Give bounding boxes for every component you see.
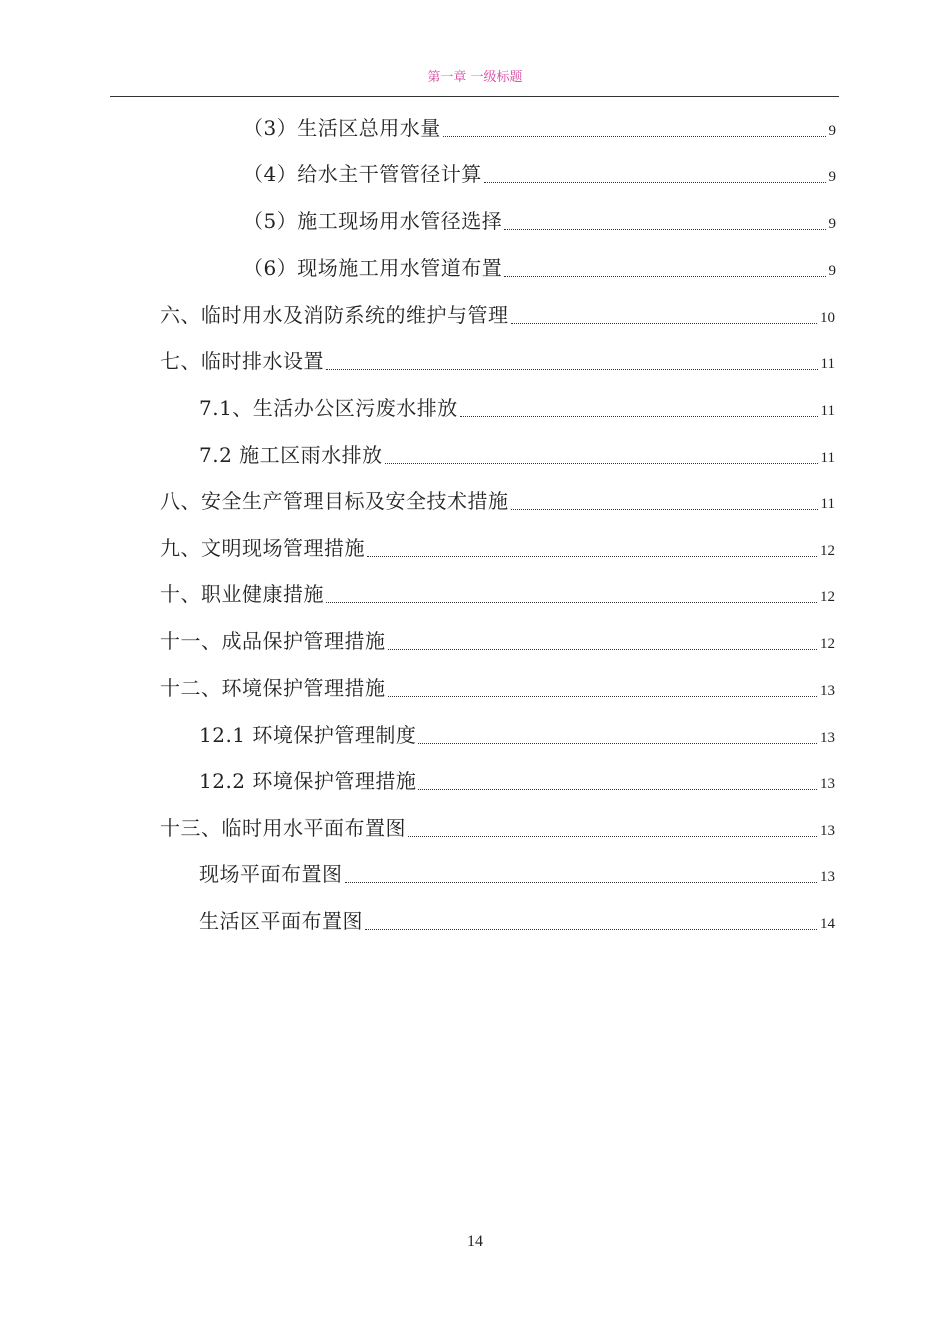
toc-entry[interactable] (199, 901, 835, 941)
dot-leader (326, 602, 817, 603)
toc-entry-page: 11 (820, 356, 835, 372)
toc-entry[interactable] (160, 808, 835, 848)
toc-entry[interactable] (243, 108, 836, 148)
toc-entry-label: 7.2 施工区雨水排放 (199, 443, 383, 467)
dot-leader (484, 182, 826, 183)
toc-entry-page: 9 (828, 123, 836, 139)
toc-entry-label: 7.1、生活办公区污废水排放 (199, 396, 458, 420)
toc-entry-page: 11 (820, 496, 835, 512)
toc-entry-page: 13 (820, 869, 835, 885)
toc-entry-page: 9 (828, 216, 836, 232)
toc-entry-label: 七、临时排水设置 (160, 349, 324, 373)
toc-entry-label: （4）给水主干管管径计算 (243, 162, 482, 186)
dot-leader (511, 509, 818, 510)
dot-leader (326, 369, 818, 370)
dot-leader (460, 416, 818, 417)
toc-entry-label: 12.1 环境保护管理制度 (199, 723, 417, 747)
toc-entry-label: 生活区平面布置图 (199, 909, 363, 933)
toc-entry[interactable] (199, 715, 835, 755)
dot-leader (408, 836, 817, 837)
toc-entry[interactable] (243, 248, 836, 288)
toc-entry-label: 十三、临时用水平面布置图 (160, 816, 406, 840)
running-header: 第一章 一级标题 (427, 70, 523, 85)
toc-entry-page: 14 (820, 916, 835, 932)
toc-entry-label: （5）施工现场用水管径选择 (243, 209, 503, 233)
toc-entry-page: 10 (820, 310, 835, 326)
dot-leader (388, 649, 818, 650)
dot-leader (443, 136, 826, 137)
toc-entry-page: 13 (820, 730, 835, 746)
toc-entry[interactable] (160, 621, 835, 661)
toc-entry-page: 13 (820, 776, 835, 792)
dot-leader (504, 229, 825, 230)
dot-leader (345, 882, 818, 883)
toc-entry-label: 现场平面布置图 (199, 862, 343, 886)
dot-leader (504, 276, 825, 277)
toc-entry-label: 十、职业健康措施 (160, 582, 324, 606)
toc-entry[interactable] (160, 341, 835, 381)
toc-entry-page: 11 (820, 450, 835, 466)
toc-entry[interactable] (199, 854, 835, 894)
dot-leader (385, 463, 818, 464)
dot-leader (418, 789, 817, 790)
toc-entry[interactable] (160, 295, 835, 335)
toc-entry-page: 9 (828, 263, 836, 279)
toc-entry[interactable] (160, 481, 835, 521)
toc-entry[interactable] (160, 528, 835, 568)
toc-entry-page: 13 (820, 823, 835, 839)
toc-entry-label: 十一、成品保护管理措施 (160, 629, 386, 653)
toc-entry[interactable] (199, 761, 835, 801)
toc-entry-label: （3）生活区总用水量 (243, 116, 441, 140)
toc-entry-label: （6）现场施工用水管道布置 (243, 256, 503, 280)
toc-entry-label: 12.2 环境保护管理措施 (199, 769, 417, 793)
toc-entry[interactable] (243, 154, 836, 194)
toc-entry[interactable] (243, 201, 836, 241)
header-divider (110, 96, 839, 97)
toc-entry-page: 11 (820, 403, 835, 419)
dot-leader (388, 696, 818, 697)
toc-entry-label: 九、文明现场管理措施 (160, 536, 365, 560)
toc-entry-page: 12 (820, 543, 835, 559)
toc-entry-page: 12 (820, 589, 835, 605)
toc-entry-label: 六、临时用水及消防系统的维护与管理 (160, 303, 509, 327)
toc-entry[interactable] (199, 388, 835, 428)
dot-leader (365, 929, 817, 930)
toc-entry-label: 八、安全生产管理目标及安全技术措施 (160, 489, 509, 513)
toc-entry[interactable] (199, 435, 835, 475)
toc-entry[interactable] (160, 668, 835, 708)
page-number: 14 (467, 1233, 483, 1250)
dot-leader (367, 556, 817, 557)
toc-entry-page: 13 (820, 683, 835, 699)
dot-leader (418, 743, 817, 744)
toc-entry-page: 12 (820, 636, 835, 652)
toc-entry-label: 十二、环境保护管理措施 (160, 676, 386, 700)
toc-entry-page: 9 (828, 169, 836, 185)
dot-leader (511, 323, 818, 324)
toc-entry[interactable] (160, 574, 835, 614)
